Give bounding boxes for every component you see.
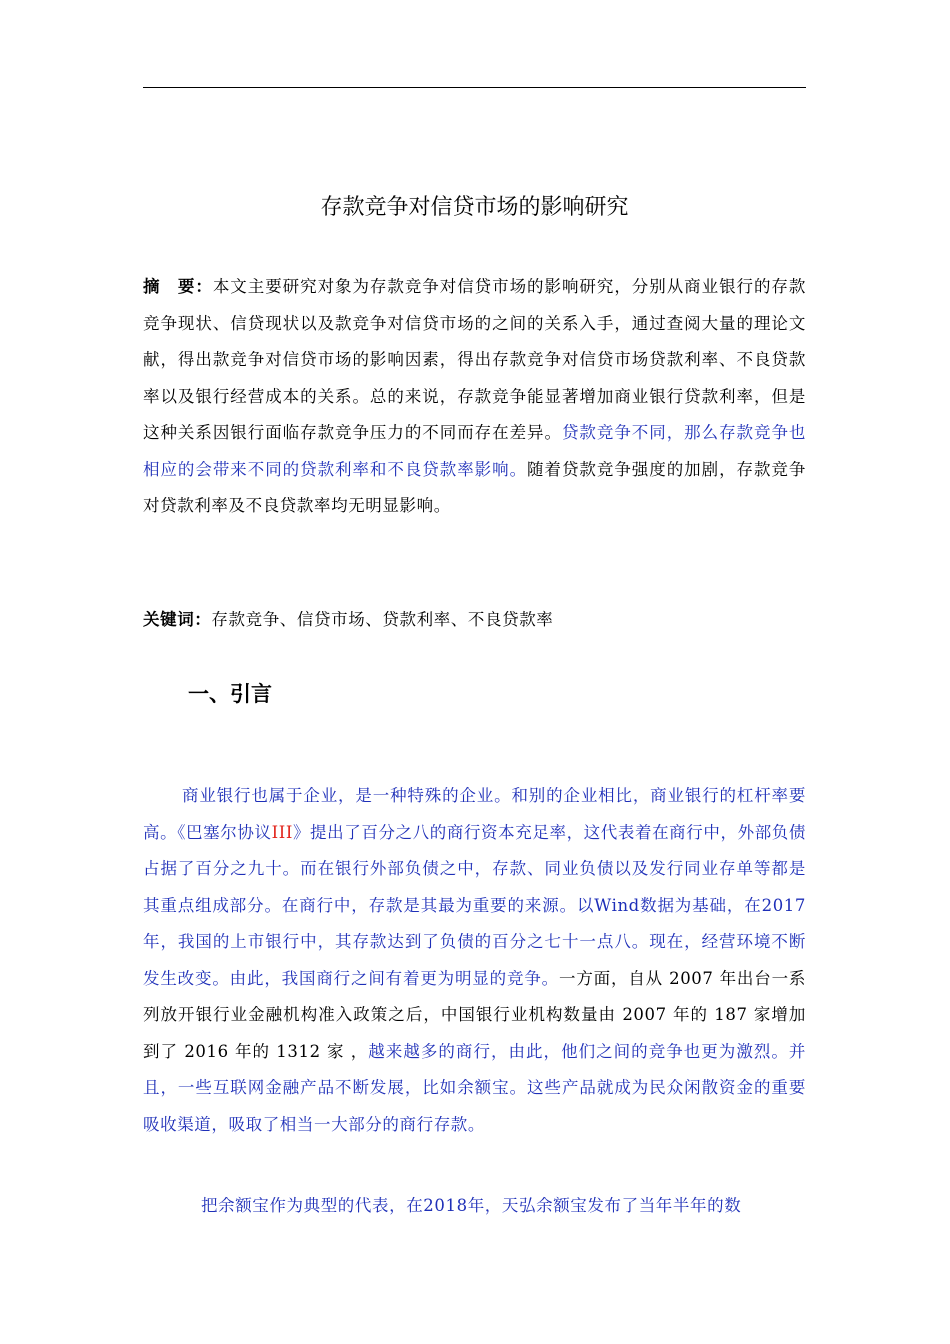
abstract-text-1: 本文主要研究对象为存款竞争对信贷市场的影响研究，分别从商业银行的存款竞争现状、信贷现状以及款竞争对信贷市场的之间的关系入手，通过查阅大量的理论文献，得出款竞争对信贷市场的影响因素，得出存款竞争对信贷市场贷款利率、不良贷款率以及银行经营成本的关系。总的来说，存款竞争能显著增加商业银行贷款利率，但是这种关系因银行面临存款竞争压力的不同而存在差异。 (143, 277, 806, 442)
para1-part-3: 》提出了百分之八的商行资本充足率，这代表着在商行中，外部负债占据了百分之九十。而在银行外部负债之中，存款、同业负债以及发行同业存单等都是其重点组成部分。在商行中，存款是其最为重要的来源。以Wind数据为基础，在2017年，我国的上市银行中，其存款达到了负债的百分之七十一点八。现在，经营环境不断发生改变。由此，我国商行之间有着更为明显的竞争。 (143, 822, 806, 988)
para1-part-1: 商业银行也属于企业，是一种特殊的企业。和别的企业相比，商业银行的杠杆率要高。《巴塞尔协议 (143, 786, 806, 842)
abstract-text-3: 随着贷款竞争强度的加剧，存款竞争对贷款利率及不良贷款率均无明显影响。 (143, 459, 806, 515)
abstract-label: 摘 要： (143, 277, 213, 296)
keywords (143, 602, 806, 639)
para1-basel-iii: III (271, 822, 293, 842)
body-paragraph-2: 把余额宝作为典型的代表，在2018年，天弘余额宝发布了当年半年的数 (201, 1196, 742, 1215)
header-rule (143, 87, 806, 88)
para1-part-4: 一方面，自从 2007 年出台一系列放开银行业金融机构准入政策之后，中国银行业机构数量由 2007 年的 187 家增加到了 2016 年的 1312 家 ， (143, 968, 806, 1061)
body-paragraph-1 (143, 778, 806, 1143)
paper-title: 存款竞争对信贷市场的影响研究 (320, 195, 629, 220)
keywords-label: 关键词： (143, 610, 212, 629)
section-heading-introduction: 一、引言 (188, 682, 272, 706)
abstract (143, 269, 806, 525)
para1-part-5: 越来越多的商行，由此，他们之间的竞争也更为激烈。并且，一些互联网金融产品不断发展，比如余额宝。这些产品就成为民众闲散资金的重要吸收渠道，吸取了相当一大部分的商行存款。 (143, 1041, 807, 1134)
keywords-text: 存款竞争、信贷市场、贷款利率、不良贷款率 (211, 610, 554, 629)
abstract-text-2: 贷款竞争不同，那么存款竞争也相应的会带来不同的贷款利率和不良贷款率影响。 (143, 423, 807, 479)
